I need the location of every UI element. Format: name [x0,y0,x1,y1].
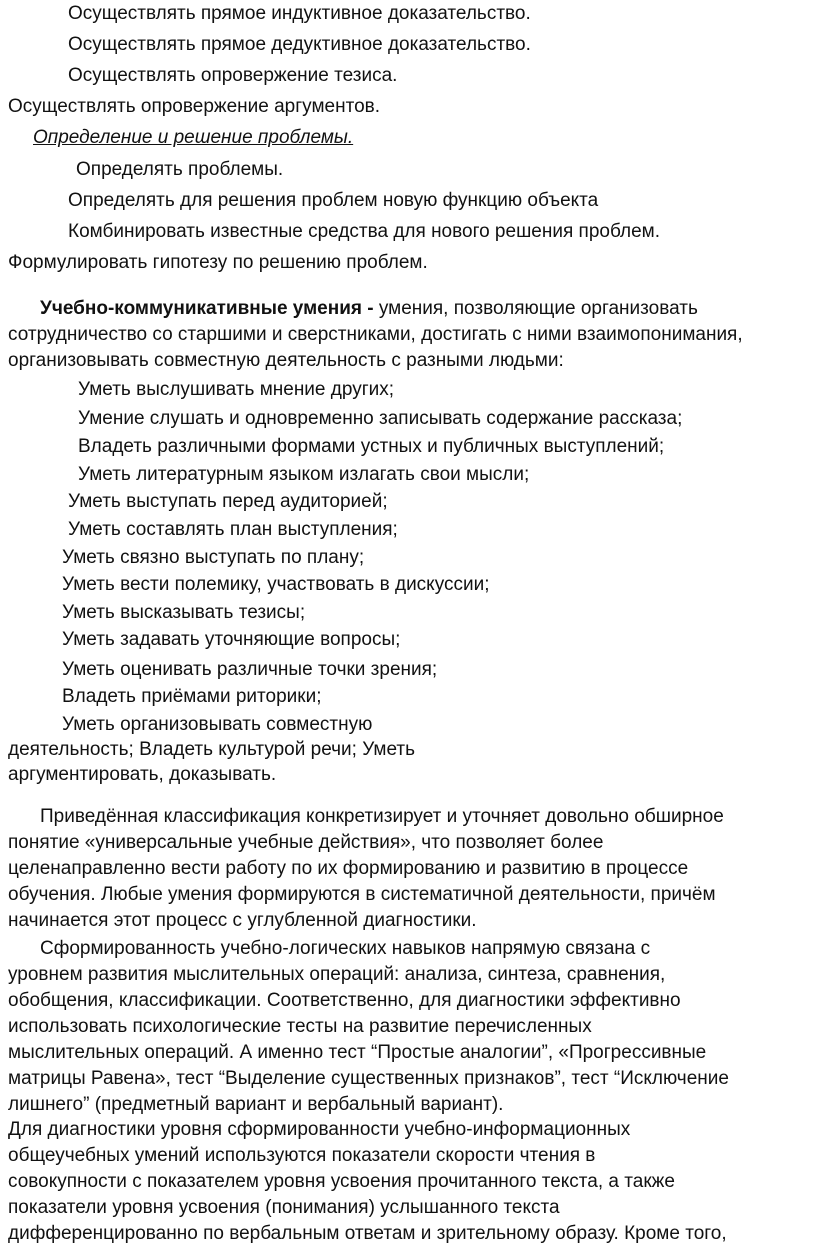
list-item: деятельность; Владеть культурой речи; Уметь [8,739,416,760]
list-item: Формулировать гипотезу по решению проблем. [8,252,428,273]
paragraph-line: уровнем развития мыслительных операций: анализа, синтеза, сравнения, [8,964,666,985]
paragraph-line: дифференцированно по вербальным ответам и зрительному образу. Кроме того, [8,1223,727,1244]
paragraph-line: целенаправленно вести работу по их формированию и развитию в процессе [8,858,689,879]
list-item: аргументировать, доказывать. [8,764,277,785]
paragraph-line: использовать психологические тесты на развитие перечисленных [8,1016,592,1037]
list-item: Комбинировать известные средства для нового решения проблем. [68,221,660,242]
list-item: Уметь задавать уточняющие вопросы; [62,629,401,650]
paragraph-line: показатели уровня усвоения (понимания) услышанного текста [8,1197,560,1218]
list-item: Уметь составлять план выступления; [68,519,398,540]
list-item: Осуществлять прямое индуктивное доказательство. [68,3,531,24]
paragraph-line: понятие «универсальные учебные действия», что позволяет более [8,832,604,853]
list-item: Уметь литературным языком излагать свои мысли; [78,464,530,485]
paragraph-line: мыслительных операций. А именно тест “Простые аналогии”, «Прогрессивные [8,1042,707,1063]
list-item: Уметь выслушивать мнение других; [78,379,395,400]
paragraph-line: совокупности с показателем уровня усвоения прочитанного текста, а также [8,1171,675,1192]
list-item: Осуществлять опровержение аргументов. [8,96,381,117]
paragraph-line: общеучебных умений используются показатели скорости чтения в [8,1145,596,1166]
list-item: Умение слушать и одновременно записывать содержание рассказа; [78,408,683,429]
list-item: Уметь связно выступать по плану; [62,547,365,568]
definition-line: организовывать совместную деятельность с разными людьми: [8,350,564,371]
definition-line: сотрудничество со старшими и сверстниками, достигать с ними взаимопонимания, [8,324,743,345]
paragraph-line: начинается этот процесс с углубленной диагностики. [8,910,477,931]
paragraph-line: Приведённая классификация конкретизирует и уточняет довольно обширное [40,806,724,827]
list-item: Уметь высказывать тезисы; [62,602,306,623]
list-item: Уметь оценивать различные точки зрения; [62,659,438,680]
list-item: Определять для решения проблем новую функцию объекта [68,190,599,211]
list-item: Владеть приёмами риторики; [62,686,322,707]
definition-text: умения, позволяющие организовать [373,298,698,319]
paragraph-line: лишнего” (предметный вариант и вербальный вариант). [8,1094,504,1115]
defined-term: Учебно-коммуникативные умения - [40,298,374,319]
section-heading: Определение и решение проблемы. [33,127,354,148]
paragraph-line: матрицы Равена», тест “Выделение существенных признаков”, тест “Исключение [8,1068,729,1089]
list-item: Осуществлять прямое дедуктивное доказательство. [68,34,531,55]
list-item: Уметь вести полемику, участвовать в дискуссии; [62,574,490,595]
paragraph-line: Сформированность учебно-логических навыков напрямую связана с [40,938,651,959]
list-item: Уметь организовывать совместную [62,714,373,735]
list-item: Уметь выступать перед аудиторией; [68,491,388,512]
paragraph-line: Для диагностики уровня сформированности учебно-информационных [8,1119,631,1140]
definition-line [40,297,698,321]
list-item: Определять проблемы. [76,159,284,180]
list-item: Владеть различными формами устных и публичных выступлений; [78,436,665,457]
paragraph-line: обобщения, классификации. Соответственно, для диагностики эффективно [8,990,681,1011]
list-item: Осуществлять опровержение тезиса. [68,65,398,86]
paragraph-line: обучения. Любые умения формируются в систематичной деятельности, причём [8,884,716,905]
